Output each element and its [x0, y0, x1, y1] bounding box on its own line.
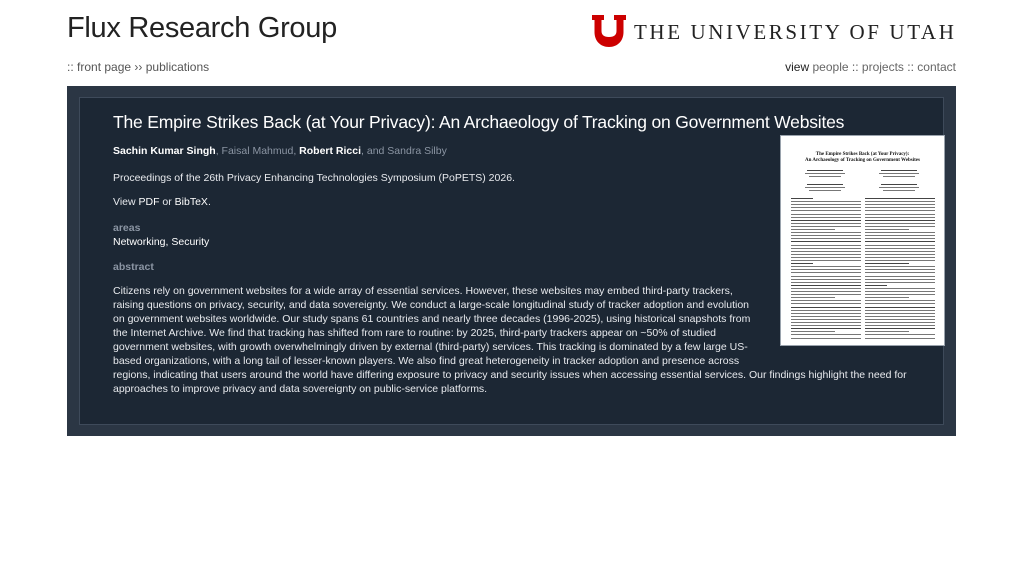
abstract-label: abstract [113, 261, 154, 273]
thumbnail-text-line [791, 319, 861, 320]
thumbnail-text-line [865, 276, 935, 277]
thumbnail-text-line [865, 266, 935, 267]
thumbnail-text-line [865, 204, 935, 205]
university-u-logo[interactable] [592, 15, 626, 47]
author-name: Faisal Mahmud [221, 145, 294, 157]
thumbnail-text-line [865, 238, 935, 239]
thumbnail-text-line [791, 217, 861, 218]
thumbnail-text-line [881, 170, 917, 171]
abstract-line: based organizations, with a long tail of lesser-known players. We also find great heterogeneity in tracker adoption and presence across [113, 355, 740, 367]
top-nav [785, 60, 956, 74]
thumbnail-text-line [865, 285, 887, 286]
thumbnail-text-line [865, 325, 935, 326]
thumbnail-text-line [791, 210, 861, 211]
abstract-line: on government websites worldwide. Our study spans 61 countries and nearly three decades (1996-2025), using historical snapshots from [113, 313, 751, 325]
thumbnail-title [791, 152, 934, 164]
thumbnail-text-line [865, 214, 935, 215]
thumbnail-text-line [881, 184, 917, 185]
author-separator: , and [361, 145, 388, 157]
thumbnail-text-line [791, 291, 861, 292]
thumbnail-text-line [865, 217, 935, 218]
thumbnail-text-line [791, 241, 861, 242]
thumbnail-text-line [791, 201, 861, 202]
thumbnail-text-line [791, 223, 861, 224]
thumbnail-text-line [791, 300, 861, 301]
thumbnail-text-line [865, 294, 935, 295]
areas-value: Networking, Security [113, 236, 210, 248]
thumbnail-text-line [865, 248, 935, 249]
thumbnail-text-line [865, 229, 909, 230]
thumbnail-text-line [809, 190, 841, 191]
thumbnail-text-line [809, 176, 841, 177]
thumbnail-text-line [865, 316, 935, 317]
breadcrumb-front-page-link[interactable]: front page [77, 60, 132, 74]
thumbnail-text-line [791, 204, 861, 205]
thumbnail-text-line [805, 173, 845, 174]
thumbnail-text-line [791, 198, 813, 199]
thumbnail-text-line [791, 207, 861, 208]
thumbnail-text-line [879, 187, 919, 188]
thumbnail-text-line [865, 313, 935, 314]
thumbnail-text-line [791, 251, 861, 252]
author-name[interactable]: Sachin Kumar Singh [113, 145, 216, 157]
thumbnail-text-line [865, 254, 935, 255]
thumbnail-text-line [791, 279, 861, 280]
paper-venue: Proceedings of the 26th Privacy Enhancing Technologies Symposium (PoPETS) 2026. [113, 172, 515, 184]
author-separator: , [293, 145, 300, 157]
thumbnail-text-line [865, 319, 935, 320]
thumbnail-text-line [865, 279, 935, 280]
thumbnail-text-line [865, 207, 935, 208]
breadcrumb-publications-link[interactable]: publications [145, 60, 210, 74]
thumbnail-text-line [865, 198, 935, 199]
thumbnail-text-line [865, 220, 935, 221]
thumbnail-text-line [791, 297, 835, 298]
thumbnail-text-line [791, 229, 835, 230]
bibtex-link[interactable]: BibTeX [174, 196, 208, 208]
thumbnail-text-line [865, 291, 935, 292]
thumbnail-text-line [791, 285, 861, 286]
abstract-line: Citizens rely on government websites for a wide array of essential services. However, these websites may embed third-party trackers, [113, 285, 733, 297]
thumbnail-text-line [791, 226, 861, 227]
publication-panel [67, 86, 956, 436]
thumbnail-text-line [791, 260, 861, 261]
nav-prefix: view [785, 60, 810, 74]
view-prefix: View [113, 196, 139, 208]
nav-people-link[interactable]: people [812, 60, 849, 74]
thumbnail-text-line [865, 260, 935, 261]
breadcrumb-separator: ›› [134, 60, 143, 74]
thumbnail-text-line [865, 338, 935, 339]
thumbnail-text-line [865, 334, 935, 335]
thumbnail-text-line [791, 334, 861, 335]
author-name[interactable]: Robert Ricci [299, 145, 362, 157]
thumbnail-text-line [791, 325, 861, 326]
thumbnail-text-line [883, 176, 915, 177]
thumbnail-text-line [791, 266, 861, 267]
thumbnail-text-line [865, 232, 935, 233]
thumbnail-text-line [865, 282, 935, 283]
thumbnail-text-line [865, 241, 935, 242]
breadcrumb-prefix: :: [67, 60, 74, 74]
thumbnail-text-line [791, 328, 861, 329]
thumbnail-text-line [791, 294, 861, 295]
abstract-line: regions, indicating that users around the world have differing exposure to privacy and security issues when accessing essential services. Our findings highlight the need for [113, 369, 907, 381]
thumbnail-text-line [807, 170, 843, 171]
thumbnail-text-line [791, 316, 861, 317]
thumbnail-text-line [865, 245, 935, 246]
thumbnail-text-line [791, 331, 835, 332]
university-name[interactable]: THE UNIVERSITY OF UTAH [634, 20, 957, 44]
thumbnail-text-line [791, 257, 861, 258]
site-title[interactable]: Flux Research Group [67, 12, 337, 44]
thumbnail-text-line [865, 272, 935, 273]
thumbnail-text-line [791, 276, 861, 277]
breadcrumb [67, 60, 209, 74]
thumbnail-text-line [865, 223, 935, 224]
abstract-line: raising questions on privacy, security, and data sovereignty. We conduct a large-scale longitudinal study of tracker adoption and evolution [113, 299, 750, 311]
thumbnail-text-line [865, 269, 935, 270]
nav-projects-link[interactable]: projects [861, 60, 904, 74]
author-name: Sandra Silby [387, 145, 447, 157]
thumbnail-text-line [865, 201, 935, 202]
view-period: . [207, 196, 211, 208]
view-or: or [159, 196, 175, 208]
thumbnail-text-line [791, 232, 861, 233]
thumbnail-text-line [805, 187, 845, 188]
pdf-link[interactable]: PDF [138, 196, 160, 208]
thumbnail-text-line [791, 238, 861, 239]
nav-separator: :: [907, 60, 914, 74]
thumbnail-text-line [791, 235, 861, 236]
thumbnail-text-line [865, 310, 935, 311]
thumbnail-text-line [791, 310, 861, 311]
abstract-line: approaches to improve privacy and data sovereignty on public-service platforms. [113, 383, 488, 395]
thumbnail-text-line [865, 303, 935, 304]
thumbnail-text-line [791, 254, 861, 255]
download-links [113, 196, 211, 208]
abstract-line: the Internet Archive. We find that tracking has shifted from rare to routine: by 2025, third-party trackers appear on ~50% of studied [113, 327, 717, 339]
thumbnail-text-line [791, 303, 861, 304]
thumbnail-text-line [791, 220, 861, 221]
thumbnail-text-line [791, 245, 861, 246]
thumbnail-text-line [791, 263, 813, 264]
thumbnail-text-line [865, 251, 935, 252]
publication-card [79, 97, 944, 425]
thumbnail-text-line [791, 313, 861, 314]
abstract-line: government websites, with growth overwhelmingly driven by external (third-party) services. This tracking is dominated by a few large US- [113, 341, 748, 353]
thumbnail-text-line [865, 328, 935, 329]
paper-thumbnail[interactable] [781, 136, 944, 345]
thumbnail-text-line [865, 322, 935, 323]
thumbnail-text-line [791, 322, 861, 323]
thumbnail-text-line [865, 257, 935, 258]
thumbnail-text-line [883, 190, 915, 191]
thumbnail-text-line [865, 263, 909, 264]
thumbnail-text-line [791, 269, 861, 270]
thumbnail-text-line [807, 184, 843, 185]
thumbnail-text-line [791, 338, 861, 339]
thumbnail-text-line [865, 297, 909, 298]
thumbnail-title-line: An Archaeology of Tracking on Government Websites [805, 158, 920, 163]
thumbnail-text-line [865, 288, 935, 289]
paper-authors [113, 145, 447, 157]
thumbnail-text-line [791, 272, 861, 273]
nav-contact-link[interactable]: contact [917, 60, 956, 74]
thumbnail-text-line [865, 300, 935, 301]
thumbnail-text-line [865, 210, 935, 211]
thumbnail-text-line [791, 214, 861, 215]
thumbnail-title-line: The Empire Strikes Back (at Your Privacy): [815, 152, 910, 157]
thumbnail-text-line [879, 173, 919, 174]
thumbnail-text-line [865, 226, 935, 227]
thumbnail-text-line [791, 307, 861, 308]
areas-label: areas [113, 222, 141, 234]
author-separator: , [215, 145, 222, 157]
thumbnail-text-line [791, 288, 861, 289]
nav-separator: :: [851, 60, 859, 74]
thumbnail-text-line [865, 331, 909, 332]
paper-title: The Empire Strikes Back (at Your Privacy): An Archaeology of Tracking on Government Websites [113, 112, 845, 132]
thumbnail-text-line [865, 307, 935, 308]
thumbnail-text-line [791, 248, 861, 249]
thumbnail-text-line [791, 282, 861, 283]
thumbnail-text-line [865, 235, 935, 236]
